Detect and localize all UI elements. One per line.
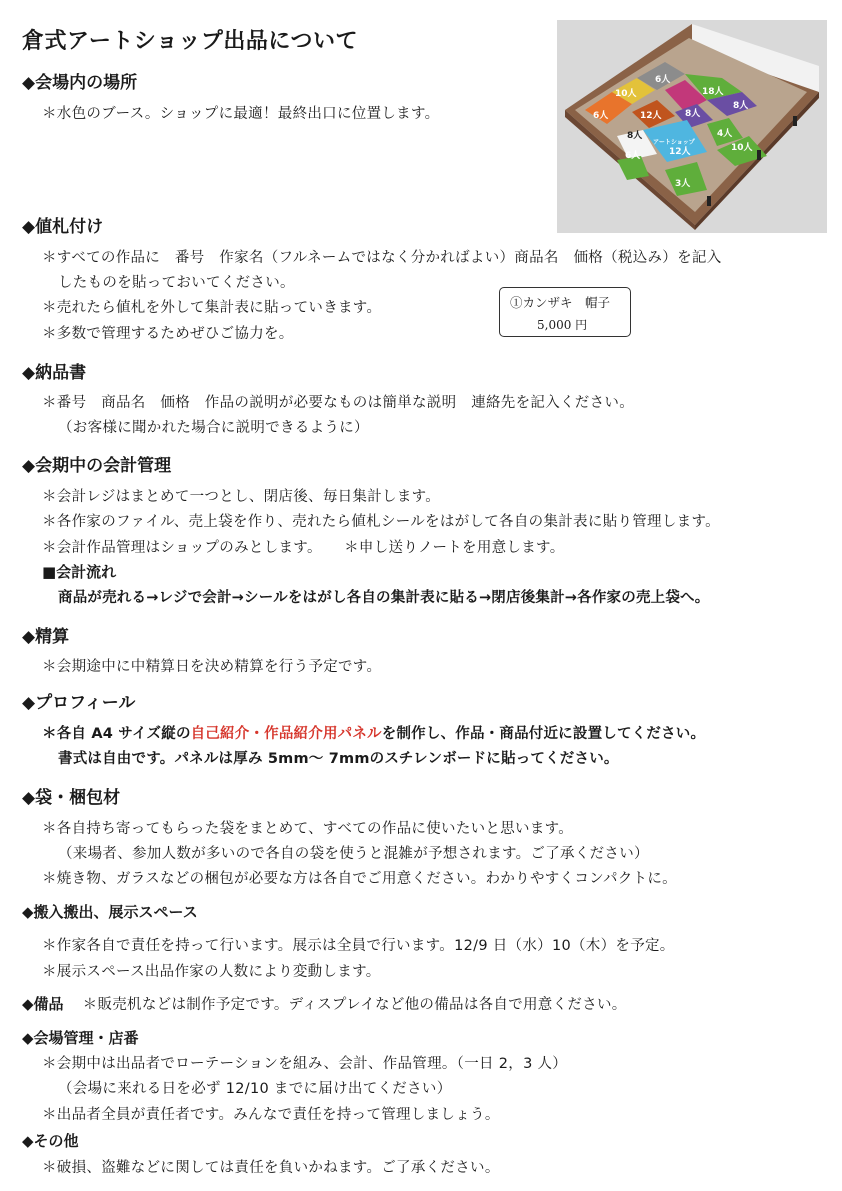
accounting-flow-text: 商品が売れる→レジで会計→シールをはがし各自の集計表に貼る→閉店後集計→各作家の売上袋へ。 [58, 590, 710, 606]
profile-text-1-pre: ＊各自 A4 サイズ縦の [42, 726, 191, 742]
svg-text:8人: 8人 [627, 131, 643, 141]
setup-text-1: ＊作家各自で責任を持って行います。展示は全員で行います。12/9 日（水）10（木）を予定。 [42, 938, 675, 954]
svg-text:12人: 12人 [640, 111, 662, 121]
profile-text-1-highlight: 自己紹介・作品紹介用パネル [190, 726, 382, 742]
svg-text:12人: 12人 [669, 147, 691, 157]
price-tag-text-2: ＊売れたら値札を外して集計表に貼っていきます。 [42, 300, 382, 316]
svg-text:8人: 8人 [685, 109, 701, 119]
bags-text-3: ＊焼き物、ガラスなどの梱包が必要な方は各自でご用意ください。わかりやすくコンパクトに。 [42, 871, 677, 887]
svg-text:6人: 6人 [593, 111, 609, 121]
section-heading-location: ◆会場内の場所 [22, 73, 138, 93]
section-heading-accounting: ◆会期中の会計管理 [22, 456, 172, 476]
bags-text-2: （来場者、参加人数が多いので各自の袋を使うと混雑が予想されます。ご了承ください） [58, 846, 649, 862]
management-text-2: （会場に来れる日を必ず 12/10 までに届け出てください） [58, 1081, 452, 1097]
accounting-flow-heading: ■会計流れ [42, 563, 117, 581]
section-heading-price-tag: ◆値札付け [22, 217, 104, 237]
sample-price-tag [499, 287, 631, 337]
section-heading-other: ◆その他 [22, 1132, 79, 1150]
profile-text-1 [42, 722, 705, 743]
section-heading-settlement: ◆精算 [22, 627, 70, 647]
svg-text:10人: 10人 [731, 143, 753, 153]
section-heading-setup: ◆搬入搬出、展示スペース [22, 903, 198, 921]
venue-floor-map [557, 20, 827, 233]
svg-text:8人: 8人 [733, 101, 749, 111]
sample-tag-name: ①カンザキ 帽子 [510, 295, 611, 310]
management-text-1: ＊会期中は出品者でローテーションを組み、会計、作品管理。（一日 2，3 人） [42, 1056, 568, 1072]
section-heading-bags: ◆袋・梱包材 [22, 788, 121, 808]
page-title: 倉式アートショップ出品について [22, 29, 358, 54]
floor-map-image [557, 20, 827, 233]
svg-text:6人: 6人 [655, 75, 671, 85]
bags-text-1: ＊各自持ち寄ってもらった袋をまとめて、すべての作品に使いたいと思います。 [42, 821, 574, 837]
svg-text:アートショップ: アートショップ [653, 139, 695, 146]
section-heading-equipment: ◆備品 [22, 995, 64, 1013]
svg-text:3人: 3人 [675, 179, 691, 189]
sample-tag-price: 5,000 円 [537, 318, 588, 332]
equipment-row [22, 993, 627, 1014]
equipment-text: ＊販売机などは制作予定です。ディスプレイなど他の備品は各自で用意ください。 [82, 997, 627, 1013]
svg-text:10人: 10人 [615, 89, 637, 99]
section-heading-delivery: ◆納品書 [22, 363, 87, 383]
price-tag-text-1b: したものを貼っておいてください。 [58, 275, 295, 291]
section-heading-profile: ◆プロフィール [22, 693, 136, 713]
accounting-text-2: ＊各作家のファイル、売上袋を作り、売れたら値札シールをはがして各自の集計表に貼り管理します。 [42, 514, 720, 530]
svg-text:6人: 6人 [625, 151, 641, 161]
delivery-text-1: ＊番号 商品名 価格 作品の説明が必要なものは簡単な説明 連絡先を記入ください。 [42, 395, 634, 411]
setup-text-2: ＊展示スペース出品作家の人数により変動します。 [42, 964, 381, 980]
profile-text-1-post: を制作し、作品・商品付近に設置してください。 [381, 726, 706, 742]
accounting-text-1: ＊会計レジはまとめて一つとし、閉店後、毎日集計します。 [42, 489, 441, 505]
accounting-text-3: ＊会計作品管理はショップのみとします。 ＊申し送りノートを用意します。 [42, 540, 565, 556]
svg-text:18人: 18人 [702, 87, 724, 97]
delivery-text-2: （お客様に聞かれた場合に説明できるように） [58, 420, 369, 436]
svg-text:4人: 4人 [717, 129, 733, 139]
location-text: ＊水色のブース。ショップに最適！最終出口に位置します。 [42, 106, 440, 122]
section-heading-management: ◆会場管理・店番 [22, 1029, 139, 1047]
settlement-text: ＊会期途中に中精算日を決め精算を行う予定です。 [42, 659, 382, 675]
price-tag-text-1: ＊すべての作品に 番号 作家名（フルネームではなく分かればよい）商品名 価格（税込み）を記入 [42, 250, 722, 266]
other-text: ＊破損、盗難などに関しては責任を負いかねます。ご了承ください。 [42, 1160, 500, 1176]
management-text-3: ＊出品者全員が責任者です。みんなで責任を持って管理しましょう。 [42, 1107, 500, 1123]
price-tag-text-3: ＊多数で管理するためぜひご協力を。 [42, 326, 294, 342]
profile-text-2: 書式は自由です。パネルは厚み 5mm〜 7mmのスチレンボードに貼ってください。 [58, 751, 619, 767]
